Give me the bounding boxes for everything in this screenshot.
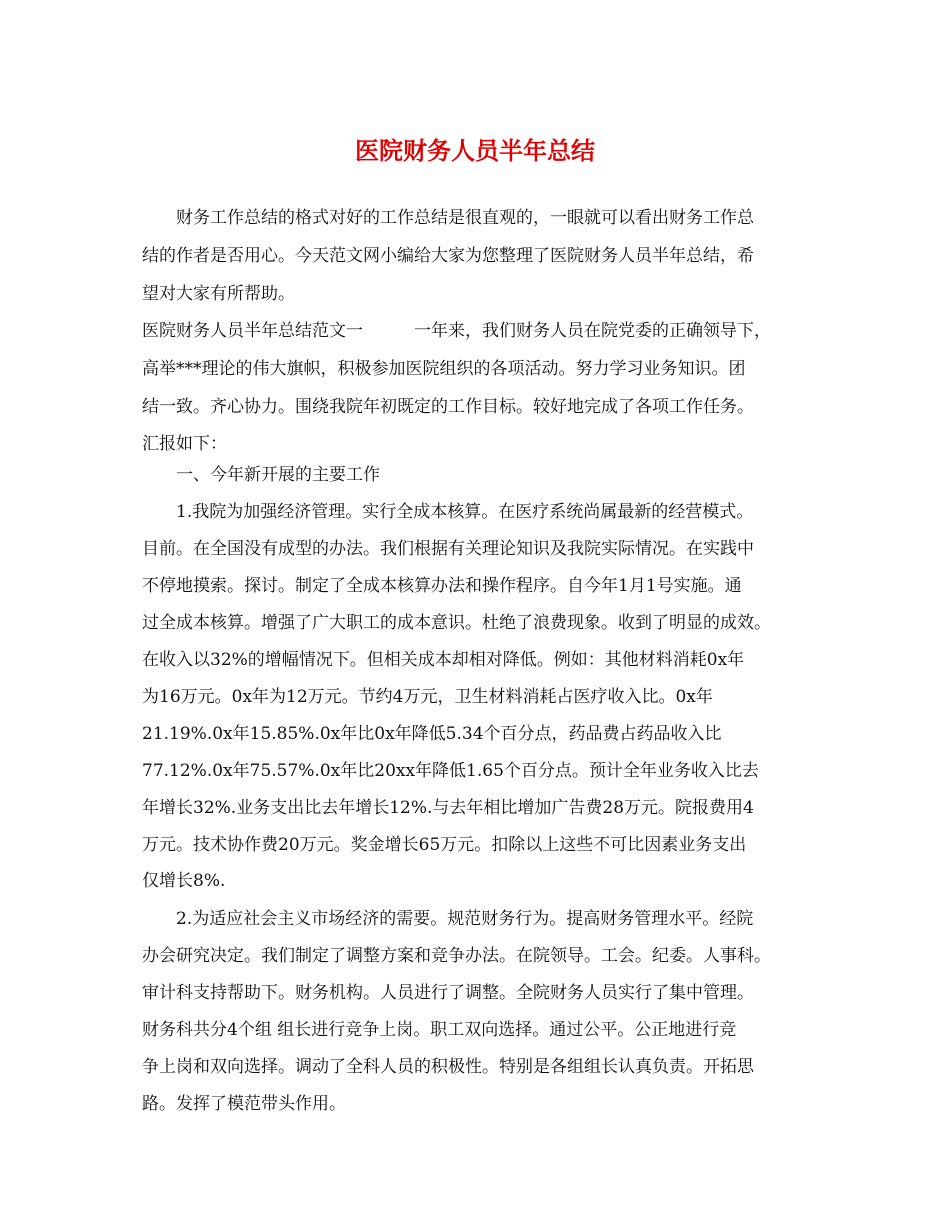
body-line: 在收入以32%的增幅情况下。但相关成本却相对降低。例如：其他材料消耗0x年 xyxy=(142,650,745,670)
body-line: 2.为适应社会主义市场经济的需要。规范财务行为。提高财务管理水平。经院 xyxy=(176,909,754,929)
body-line: 21.19%.0x年15.85%.0x年比0x年降低5.34个百分点，药品费占药品收入比 xyxy=(142,724,722,744)
body-line: 目前。在全国没有成型的办法。我们根据有关理论知识及我院实际情况。在实践中 xyxy=(142,539,754,559)
body-line: 审计科支持帮助下。财务机构。人员进行了调整。全院财务人员实行了集中管理。 xyxy=(142,983,754,1003)
body-line: 医院财务人员半年总结范文一 一年来，我们财务人员在院党委的正确领导下， xyxy=(142,321,771,341)
body-line: 过全成本核算。增强了广大职工的成本意识。杜绝了浪费现象。收到了明显的成效。 xyxy=(142,613,771,633)
body-line: 万元。技术协作费20万元。奖金增长65万元。扣除以上这些不可比因素业务支出 xyxy=(142,835,747,855)
body-line: 汇报如下： xyxy=(142,434,227,454)
document-title: 医院财务人员半年总结 xyxy=(355,137,595,165)
body-line: 财务工作总结的格式对好的工作总结是很直观的，一眼就可以看出财务工作总 xyxy=(176,208,754,228)
body-line: 争上岗和双向选择。调动了全科人员的积极性。特别是各组组长认真负责。开拓思 xyxy=(142,1057,754,1077)
body-line: 1.我院为加强经济管理。实行全成本核算。在医疗系统尚属最新的经营模式。 xyxy=(176,502,754,522)
body-line: 为16万元。0x年为12万元。节约4万元，卫生材料消耗占医疗收入比。0x年 xyxy=(142,687,713,707)
body-line: 仅增长8%. xyxy=(142,871,226,891)
body-line: 一、今年新开展的主要工作 xyxy=(176,465,380,485)
body-line: 不停地摸索。探讨。制定了全成本核算办法和操作程序。自今年1月1号实施。通 xyxy=(142,576,742,596)
body-line: 办会研究决定。我们制定了调整方案和竞争办法。在院领导。工会。纪委。人事科。 xyxy=(142,946,771,966)
body-line: 年增长32%.业务支出比去年增长12%.与去年相比增加广告费28万元。院报费用4 xyxy=(142,798,754,818)
body-line: 财务科共分4个组 组长进行竞争上岗。职工双向选择。通过公平。公正地进行竞 xyxy=(142,1020,737,1040)
body-line: 77.12%.0x年75.57%.0x年比20xx年降低1.65个百分点。预计全年业务收入比去 xyxy=(142,761,759,781)
body-line: 结的作者是否用心。今天范文网小编给大家为您整理了医院财务人员半年总结，希 xyxy=(142,246,754,266)
body-line: 高举***理论的伟大旗帜，积极参加医院组织的各项活动。努力学习业务知识。团 xyxy=(142,359,746,379)
body-line: 望对大家有所帮助。 xyxy=(142,284,295,304)
body-line: 结一致。齐心协力。围绕我院年初既定的工作目标。较好地完成了各项工作任务。 xyxy=(142,397,754,417)
body-line: 路。发挥了模范带头作用。 xyxy=(142,1094,346,1114)
